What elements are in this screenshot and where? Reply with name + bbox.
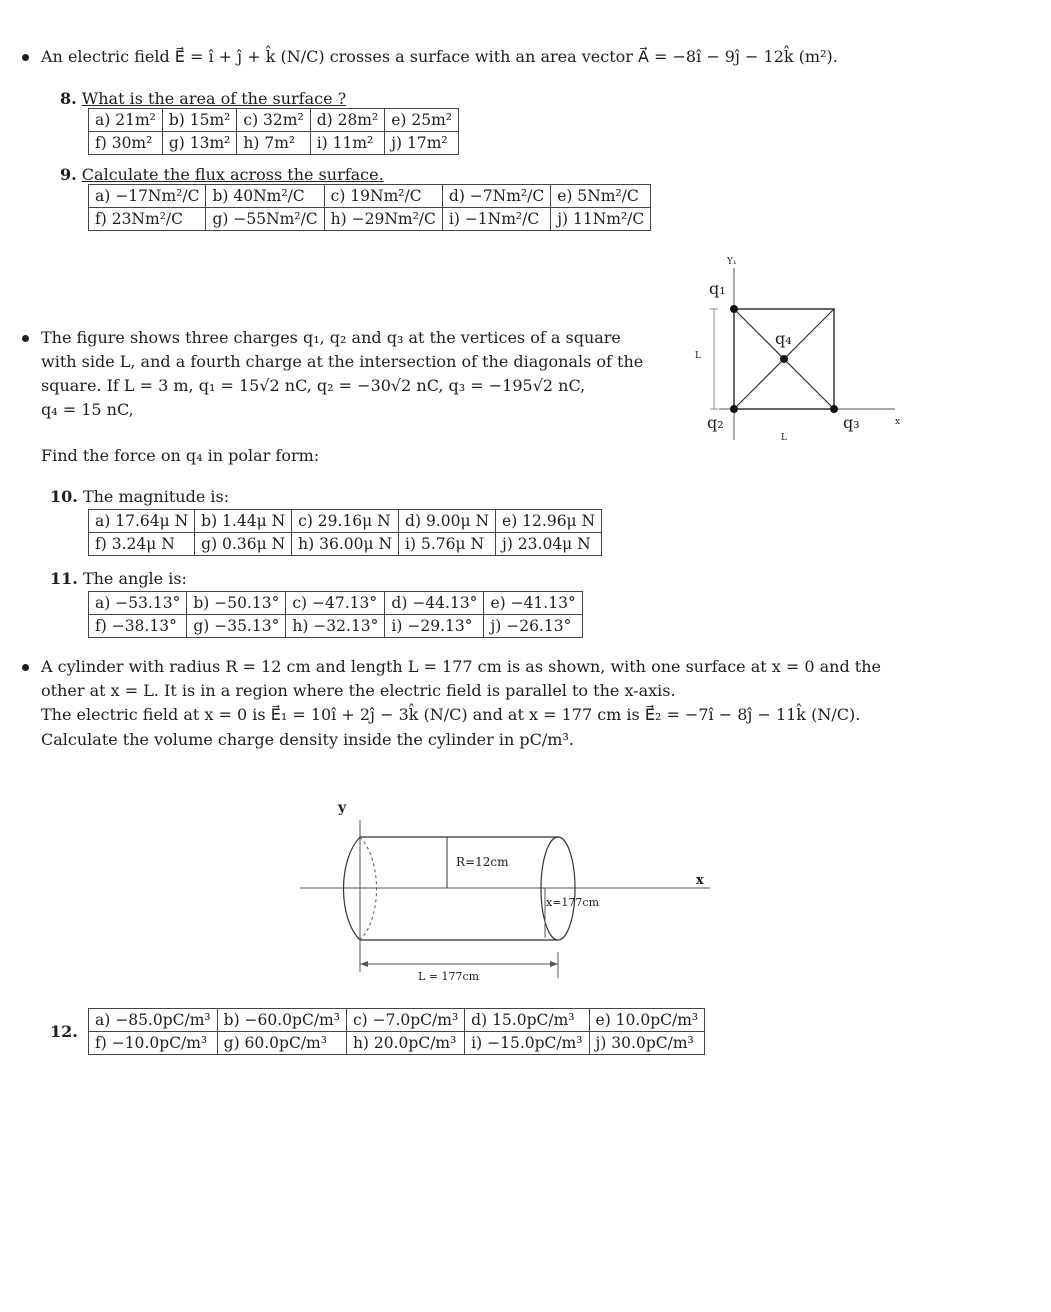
q11-title	[50, 568, 187, 590]
charge-q2-dot	[730, 405, 738, 413]
q11-options	[88, 591, 583, 638]
q11-text: The angle is:	[82, 569, 187, 588]
cylinder-label-end: x=177cm	[546, 896, 600, 909]
q10-option-e[interactable]: e) 12.96μ N	[496, 510, 602, 533]
q11-option-a[interactable]: a) −53.13°	[89, 592, 187, 615]
q10-option-a[interactable]: a) 17.64μ N	[89, 510, 195, 533]
q8-title	[60, 88, 346, 110]
find-force-text: Find the force on q₄ in polar form:	[41, 446, 320, 465]
q10-option-c[interactable]: c) 29.16μ N	[292, 510, 399, 533]
cylinder-label-radius: R=12cm	[456, 855, 509, 869]
label-q4: q₄	[775, 329, 792, 348]
cylinder-figure	[290, 790, 730, 990]
square-charges-figure	[685, 250, 915, 450]
bullet-2	[22, 335, 29, 342]
label-x-axis: x	[895, 417, 901, 427]
q9-option-f[interactable]: f) 23Nm²/C	[89, 208, 206, 231]
q11-option-d[interactable]: d) −44.13°	[385, 592, 484, 615]
q10-option-g[interactable]: g) 0.36μ N	[195, 533, 292, 556]
charges-text-line-2: with side L, and a fourth charge at the intersection of the diagonals of the	[41, 352, 644, 371]
q9-option-c[interactable]: c) 19Nm²/C	[324, 185, 442, 208]
cylinder-text-line-4: Calculate the volume charge density inside the cylinder in pC/m³.	[41, 730, 574, 749]
label-side-left: L	[695, 351, 701, 361]
bullet-3	[22, 664, 29, 671]
q9-option-d[interactable]: d) −7Nm²/C	[442, 185, 550, 208]
q12-option-c[interactable]: c) −7.0pC/m³	[346, 1009, 464, 1032]
charges-text-line-3: square. If L = 3 m, q₁ = 15√2 nC, q₂ = −30√2 nC, q₃ = −195√2 nC,	[41, 376, 586, 395]
q9-option-i[interactable]: i) −1Nm²/C	[442, 208, 550, 231]
q12-option-b[interactable]: b) −60.0pC/m³	[217, 1009, 346, 1032]
intro-electric-field: An electric field E⃗ = î + ĵ + k̂ (N/C) crosses a surface with an area vector A⃗ = −8î − 9ĵ − 12k̂ (m²).	[41, 47, 838, 66]
q8-number: 8.	[60, 89, 77, 108]
q10-option-i[interactable]: i) 5.76μ N	[399, 533, 496, 556]
q11-option-e[interactable]: e) −41.13°	[484, 592, 582, 615]
charge-q3-dot	[830, 405, 838, 413]
q8-option-b[interactable]: b) 15m²	[162, 109, 237, 132]
q8-option-i[interactable]: i) 11m²	[310, 132, 385, 155]
q12-option-d[interactable]: d) 15.0pC/m³	[465, 1009, 589, 1032]
q12-number: 12.	[50, 1022, 78, 1041]
charges-text-line-1: The figure shows three charges q₁, q₂ and q₃ at the vertices of a square	[41, 328, 621, 347]
label-q1: q₁	[709, 279, 726, 298]
q12-option-i[interactable]: i) −15.0pC/m³	[465, 1032, 589, 1055]
cylinder-label-length: L = 177cm	[418, 970, 480, 983]
q10-option-h[interactable]: h) 36.00μ N	[292, 533, 399, 556]
label-side-bottom: L	[781, 433, 787, 443]
q9-options	[88, 184, 651, 231]
cylinder-text-line-1: A cylinder with radius R = 12 cm and length L = 177 cm is as shown, with one surface at x = 0 and the	[41, 657, 881, 676]
q8-option-e[interactable]: e) 25m²	[385, 109, 459, 132]
q12-option-j[interactable]: j) 30.0pC/m³	[589, 1032, 705, 1055]
cylinder-label-x: x	[696, 873, 704, 888]
q8-option-g[interactable]: g) 13m²	[162, 132, 237, 155]
q9-title	[60, 164, 384, 186]
q11-option-i[interactable]: i) −29.13°	[385, 615, 484, 638]
q11-option-j[interactable]: j) −26.13°	[484, 615, 582, 638]
q9-option-a[interactable]: a) −17Nm²/C	[89, 185, 206, 208]
q8-option-a[interactable]: a) 21m²	[89, 109, 163, 132]
q10-option-d[interactable]: d) 9.00μ N	[399, 510, 496, 533]
charges-text-line-4: q₄ = 15 nC,	[41, 400, 134, 419]
q10-title	[50, 486, 229, 508]
bullet-1	[22, 54, 29, 61]
q9-option-h[interactable]: h) −29Nm²/C	[324, 208, 442, 231]
q12-option-e[interactable]: e) 10.0pC/m³	[589, 1009, 705, 1032]
label-q2: q₂	[707, 413, 724, 432]
q8-option-h[interactable]: h) 7m²	[237, 132, 310, 155]
q10-option-j[interactable]: j) 23.04μ N	[496, 533, 602, 556]
q11-option-g[interactable]: g) −35.13°	[187, 615, 286, 638]
q8-option-c[interactable]: c) 32m²	[237, 109, 310, 132]
q12-option-g[interactable]: g) 60.0pC/m³	[217, 1032, 346, 1055]
charge-q4-dot	[780, 355, 788, 363]
q9-option-j[interactable]: j) 11Nm²/C	[551, 208, 651, 231]
q12-option-f[interactable]: f) −10.0pC/m³	[89, 1032, 218, 1055]
q8-options	[88, 108, 459, 155]
q9-option-g[interactable]: g) −55Nm²/C	[206, 208, 324, 231]
q11-number: 11.	[50, 569, 78, 588]
charge-q1-dot	[730, 305, 738, 313]
q9-text: Calculate the flux across the surface.	[81, 165, 384, 184]
q12-option-a[interactable]: a) −85.0pC/m³	[89, 1009, 218, 1032]
q8-option-f[interactable]: f) 30m²	[89, 132, 163, 155]
q10-text: The magnitude is:	[82, 487, 230, 506]
q10-options	[88, 509, 602, 556]
q11-option-f[interactable]: f) −38.13°	[89, 615, 187, 638]
q8-option-d[interactable]: d) 28m²	[310, 109, 385, 132]
q11-option-h[interactable]: h) −32.13°	[286, 615, 385, 638]
label-y-axis: Y₁	[727, 257, 737, 267]
q9-option-b[interactable]: b) 40Nm²/C	[206, 185, 324, 208]
q10-option-f[interactable]: f) 3.24μ N	[89, 533, 195, 556]
q9-number: 9.	[60, 165, 77, 184]
q8-option-j[interactable]: j) 17m²	[385, 132, 459, 155]
q10-number: 10.	[50, 487, 78, 506]
cylinder-text-line-2: other at x = L. It is in a region where the electric field is parallel to the x-axis.	[41, 681, 676, 700]
cylinder-text-line-3: The electric field at x = 0 is E⃗₁ = 10î + 2ĵ − 3k̂ (N/C) and at x = 177 cm is E⃗₂ = −7î − 8ĵ − 11k̂ (N/C).	[41, 705, 861, 724]
cylinder-label-y: y	[338, 800, 347, 816]
q10-option-b[interactable]: b) 1.44μ N	[195, 510, 292, 533]
q12-option-h[interactable]: h) 20.0pC/m³	[346, 1032, 464, 1055]
label-q3: q₃	[843, 413, 860, 432]
q9-option-e[interactable]: e) 5Nm²/C	[551, 185, 651, 208]
q11-option-c[interactable]: c) −47.13°	[286, 592, 385, 615]
q8-text: What is the area of the surface ?	[81, 89, 347, 108]
q12-options	[88, 1008, 705, 1055]
q11-option-b[interactable]: b) −50.13°	[187, 592, 286, 615]
